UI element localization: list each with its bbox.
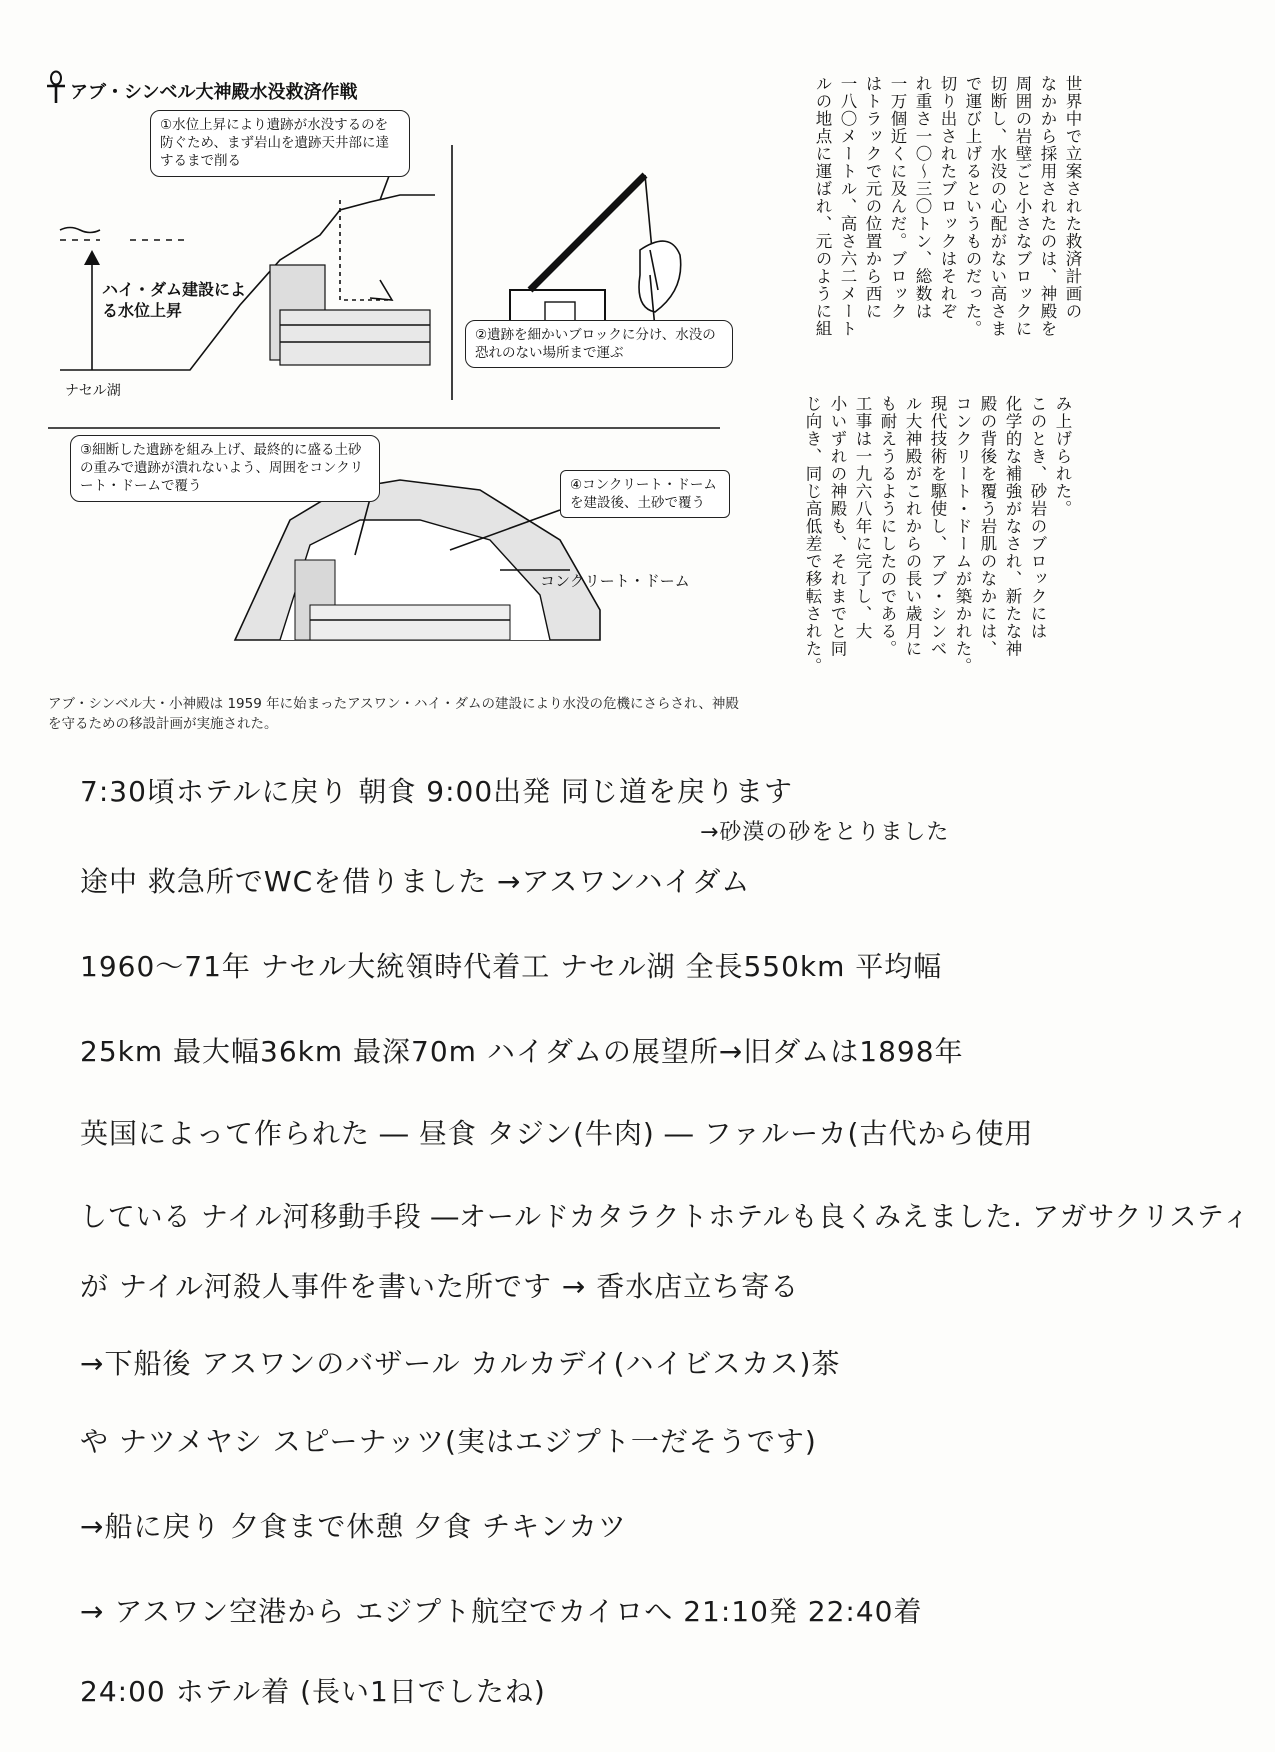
upper-column: 一万個近くに及んだ。ブロック xyxy=(888,75,907,320)
lower-column: 工事は一九六八年に完了し、大 xyxy=(853,395,872,640)
upper-column: 切り出されたブロックはそれぞ xyxy=(938,75,957,320)
upper-column: ルの地点に運ばれ、元のように組 xyxy=(813,75,832,338)
handwritten-line-3: 1960～71年 ナセル大統領時代着工 ナセル湖 全長550km 平均幅 xyxy=(80,950,943,983)
handwritten-line-11: → アスワン空港から エジプト航空でカイロへ 21:10発 22:40着 xyxy=(80,1595,923,1628)
handwritten-line-2: 途中 救急所でWCを借りました →アスワンハイダム xyxy=(80,865,751,898)
lower-column: も耐えうるようにしたのである。 xyxy=(878,395,897,658)
upper-column: 切断し、水没の心配がない高さま xyxy=(988,75,1007,338)
callout-step2: ②遺跡を細かいブロックに分け、水没の恐れのない場所まで運ぶ xyxy=(465,320,733,368)
lower-column: ル大神殿がこれからの長い歳月に xyxy=(903,395,922,658)
callout-step4: ④コンクリート・ドームを建設後、土砂で覆う xyxy=(560,470,730,518)
lower-column: このとき、砂岩のブロックには xyxy=(1028,395,1047,640)
upper-column: れ重さ一〇～三〇トン、総数は xyxy=(913,75,932,320)
lower-column: じ向き、同じ高低差で移転された。 xyxy=(803,395,822,675)
figure-caption: アブ・シンベル大・小神殿は 1959 年に始まったアスワン・ハイ・ダムの建設により水没の危機にさらされ、神殿を守るための移設計画が実施された。 xyxy=(48,696,739,732)
handwritten-line-6: している ナイル河移動手段 ―オールドカタラクトホテルも良くみえました. アガサクリスティ xyxy=(80,1200,1251,1233)
rescue-diagram xyxy=(40,50,740,750)
handwritten-line-10: →船に戻り 夕食まで休憩 夕食 チキンカツ xyxy=(80,1510,627,1543)
upper-column: はトラックで元の位置から西に xyxy=(863,75,882,320)
handwritten-line-5: 英国によって作られた ― 昼食 タジン(牛肉) ― ファルーカ(古代から使用 xyxy=(80,1117,1034,1150)
lower-column: 化学的な補強がなされ、新たな神 xyxy=(1003,395,1022,658)
label-water-rise: ハイ・ダム建設による水位上昇 xyxy=(102,280,247,320)
handwritten-line-4: 25km 最大幅36km 最深70m ハイダムの展望所→旧ダムは1898年 xyxy=(80,1035,964,1068)
lower-column: 小いずれの神殿も、それまでと同 xyxy=(828,395,847,658)
lower-column: み上げられた。 xyxy=(1053,395,1072,518)
article-text-lower xyxy=(800,395,1075,705)
article-text-upper xyxy=(810,75,1085,375)
upper-column: なかから採用されたのは、神殿を xyxy=(1038,75,1057,338)
upper-column: で運び上げるというものだった。 xyxy=(963,75,982,338)
handwritten-line-8: →下船後 アスワンのバザール カルカデイ(ハイビスカス)茶 xyxy=(80,1347,841,1380)
label-dome: コンクリート・ドーム xyxy=(540,572,690,590)
lower-column: コンクリート・ドームが築かれた。 xyxy=(953,395,972,675)
label-lake: ナセル湖 xyxy=(65,383,121,399)
lower-column: 現代技術を駆使し、アブ・シンベ xyxy=(928,395,947,658)
lower-column: 殿の背後を覆う岩肌のなかには、 xyxy=(978,395,997,658)
upper-column: 世界中で立案された救済計画の xyxy=(1063,75,1082,320)
handwritten-line-7: が ナイル河殺人事件を書いた所です → 香水店立ち寄る xyxy=(80,1270,800,1303)
figure-title: アブ・シンベル大神殿水没救済作戦 xyxy=(70,82,358,103)
handwritten-note-sand: →砂漠の砂をとりました xyxy=(700,820,950,845)
callout-step1: ①水位上昇により遺跡が水没するのを防ぐため、まず岩山を遺跡天井部に達するまで削る xyxy=(150,110,410,177)
upper-column: 一八〇メートル、高さ六二メート xyxy=(838,75,857,338)
callout-step3: ③細断した遺跡を組み上げ、最終的に盛る土砂の重みで遺跡が潰れないよう、周囲をコンクリート・ドームで覆う xyxy=(70,435,380,502)
handwritten-line-12: 24:00 ホテル着 (長い1日でしたね) xyxy=(80,1675,546,1708)
handwritten-line-1: 7:30頃ホテルに戻り 朝食 9:00出発 同じ道を戻ります xyxy=(80,775,794,808)
handwritten-line-9: や ナツメヤシ スピーナッツ(実はエジプト一だそうです) xyxy=(80,1425,817,1458)
upper-column: 周囲の岩壁ごと小さなブロックに xyxy=(1013,75,1032,338)
